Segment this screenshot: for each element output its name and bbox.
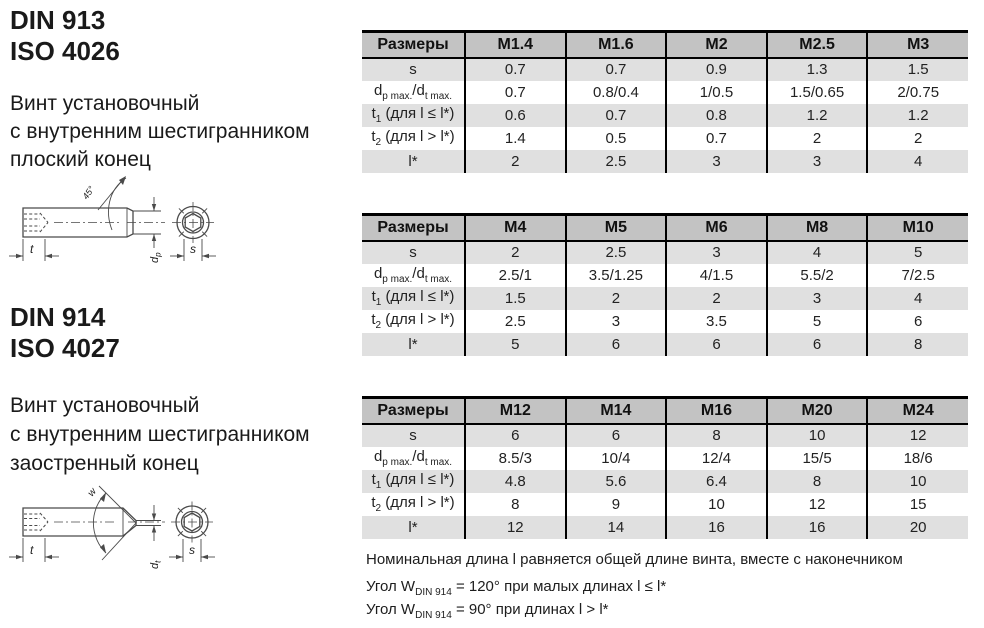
description-line: с внутренним шестигранником [10, 120, 310, 143]
note-angle-120: Угол $W_{DIN 914} = 120^\circ$ при малых длинах l ≤ l* [366, 578, 667, 598]
note-nominal-length: Номинальная длина l равняется общей длине винта, вместе с наконечником [366, 551, 903, 568]
dimension-s-label: s [190, 242, 196, 256]
size-column-header: M6 [666, 215, 767, 241]
value-cell: 12 [767, 493, 868, 516]
row-label: $d_{p max.}/d_{t max.}$ [373, 82, 453, 102]
value-cell: 3 [566, 310, 667, 333]
dimension-dt [136, 505, 163, 569]
value-cell: 6.4 [666, 470, 767, 493]
dimension-dt-label: $d_t$ [149, 560, 163, 569]
value-cell: 16 [767, 516, 868, 539]
value-cell: 2 [666, 287, 767, 310]
value-cell: 3 [767, 150, 868, 173]
dimension-s [170, 239, 216, 261]
value-cell: 20 [867, 516, 968, 539]
value-cell: 5.5/2 [767, 264, 868, 287]
row-label: $t_2$ (для l > l*) [371, 128, 455, 148]
value-cell: 16 [666, 516, 767, 539]
value-cell: 3 [666, 150, 767, 173]
iso-4027-title: ISO 4027 [10, 333, 120, 363]
chamfer-angle-label: 45° [80, 184, 97, 202]
description-line: Винт установочный [10, 92, 200, 115]
value-cell: 7/2.5 [867, 264, 968, 287]
value-cell: 2 [767, 127, 868, 150]
value-cell: 5 [767, 310, 868, 333]
value-cell: 12 [867, 424, 968, 447]
value-cell: 3.5/1.25 [566, 264, 667, 287]
value-cell: 8 [867, 333, 968, 356]
value-cell: 0.7 [465, 58, 566, 81]
value-cell: 2.5/1 [465, 264, 566, 287]
value-cell: 5.6 [566, 470, 667, 493]
value-cell: 6 [566, 333, 667, 356]
table-row [362, 81, 968, 104]
value-cell: 3 [666, 241, 767, 264]
value-cell: 0.5 [566, 127, 667, 150]
table-row [362, 516, 968, 539]
value-cell: 4 [867, 287, 968, 310]
dimension-t-label: t [30, 543, 34, 557]
size-column-header: M16 [666, 398, 767, 424]
value-cell: 3 [767, 287, 868, 310]
hex-socket-hidden-lines [24, 213, 48, 232]
table-row [362, 264, 968, 287]
iso-4026-title: ISO 4026 [10, 36, 120, 66]
value-cell: 8 [465, 493, 566, 516]
din-914-title: DIN 914 [10, 302, 106, 332]
value-cell: 4/1.5 [666, 264, 767, 287]
value-cell: 12 [465, 516, 566, 539]
dimension-t [9, 538, 59, 562]
value-cell: 4 [867, 150, 968, 173]
size-column-header: M12 [465, 398, 566, 424]
value-cell: 8 [666, 424, 767, 447]
size-column-header: M10 [867, 215, 968, 241]
value-cell: 1.5 [867, 58, 968, 81]
hex-socket-hidden-lines [24, 513, 48, 531]
value-cell: 2.5 [465, 310, 566, 333]
table-row [362, 150, 968, 173]
flat-point-description [10, 90, 310, 174]
table-row [362, 447, 968, 470]
row-label: $d_{p max.}/d_{t max.}$ [373, 265, 453, 285]
value-cell: 0.7 [566, 58, 667, 81]
table-row [362, 241, 968, 264]
table-row [362, 424, 968, 447]
din-913-title: DIN 913 [10, 5, 106, 35]
value-cell: 1.5 [465, 287, 566, 310]
value-cell: 0.8/0.4 [566, 81, 667, 104]
size-table-m12-to-m24 [362, 396, 968, 539]
value-cell: 0.7 [566, 104, 667, 127]
row-label: $t_2$ (для l > l*) [371, 494, 455, 514]
description-line: с внутренним шестигранником [10, 423, 310, 446]
table-row [362, 127, 968, 150]
table-header-row [362, 398, 968, 424]
size-column-header: M1.6 [566, 32, 667, 58]
table-row [362, 58, 968, 81]
value-cell: 0.7 [465, 81, 566, 104]
value-cell: 2 [465, 241, 566, 264]
value-cell: 15 [867, 493, 968, 516]
table-row [362, 287, 968, 310]
row-label: l* [408, 335, 418, 353]
value-cell: 8.5/3 [465, 447, 566, 470]
size-column-header: M1.4 [465, 32, 566, 58]
note-angle-90: Угол $W_{DIN 914} = 90^\circ$ при длинах l > l* [366, 601, 609, 621]
row-label: l* [408, 152, 418, 170]
dimension-dp-label: $d_p$ [149, 252, 163, 263]
value-cell: 1.5/0.65 [767, 81, 868, 104]
value-cell: 2 [867, 127, 968, 150]
value-cell: 5 [465, 333, 566, 356]
value-cell: 2.5 [566, 150, 667, 173]
table-header-row [362, 32, 968, 58]
row-label: s [409, 427, 417, 444]
value-cell: 1.2 [767, 104, 868, 127]
row-label: l* [408, 518, 418, 536]
value-cell: 6 [465, 424, 566, 447]
dimension-dp [133, 197, 163, 263]
value-cell: 10 [767, 424, 868, 447]
sizes-corner-header: Размеры [362, 215, 465, 241]
size-column-header: M5 [566, 215, 667, 241]
description-line: плоский конец [10, 148, 151, 171]
value-cell: 1.4 [465, 127, 566, 150]
table-row [362, 333, 968, 356]
value-cell: 6 [666, 333, 767, 356]
size-column-header: M2.5 [767, 32, 868, 58]
chamfer-angle-callout [80, 176, 126, 230]
table-row [362, 104, 968, 127]
value-cell: 15/5 [767, 447, 868, 470]
value-cell: 4.8 [465, 470, 566, 493]
table-header-row [362, 215, 968, 241]
value-cell: 6 [566, 424, 667, 447]
value-cell: 1.3 [767, 58, 868, 81]
size-column-header: M2 [666, 32, 767, 58]
value-cell: 18/6 [867, 447, 968, 470]
value-cell: 6 [867, 310, 968, 333]
table-row [362, 493, 968, 516]
size-table-m4-to-m10 [362, 213, 968, 356]
flat-point-screw-drawing [2, 168, 242, 270]
value-cell: 10 [867, 470, 968, 493]
row-label: $t_1$ (для l ≤ l*) [371, 105, 455, 125]
size-column-header: M8 [767, 215, 868, 241]
row-label: s [409, 244, 417, 261]
value-cell: 2 [566, 287, 667, 310]
table-row [362, 470, 968, 493]
value-cell: 12/4 [666, 447, 767, 470]
size-column-header: M3 [867, 32, 968, 58]
row-label: $t_1$ (для l ≤ l*) [371, 471, 455, 491]
dimension-t-label: t [30, 242, 34, 256]
size-column-header: M4 [465, 215, 566, 241]
value-cell: 0.7 [666, 127, 767, 150]
value-cell: 8 [767, 470, 868, 493]
value-cell: 1.2 [867, 104, 968, 127]
value-cell: 6 [767, 333, 868, 356]
value-cell: 0.9 [666, 58, 767, 81]
sizes-corner-header: Размеры [362, 398, 465, 424]
value-cell: 2 [465, 150, 566, 173]
size-column-header: M20 [767, 398, 868, 424]
row-label: $t_1$ (для l ≤ l*) [371, 288, 455, 308]
cone-point-description [10, 391, 310, 478]
dimension-s [169, 539, 215, 562]
value-cell: 10/4 [566, 447, 667, 470]
cone-point-screw-drawing [2, 472, 242, 580]
value-cell: 10 [666, 493, 767, 516]
size-column-header: M24 [867, 398, 968, 424]
hex-socket-end-view [171, 502, 213, 543]
value-cell: 5 [867, 241, 968, 264]
value-cell: 0.8 [666, 104, 767, 127]
value-cell: 0.6 [465, 104, 566, 127]
hex-socket-end-view [172, 202, 214, 243]
size-column-header: M14 [566, 398, 667, 424]
cone-angle-label: w [85, 486, 99, 499]
value-cell: 3.5 [666, 310, 767, 333]
value-cell: 1/0.5 [666, 81, 767, 104]
row-label: s [409, 61, 417, 78]
row-label: $d_{p max.}/d_{t max.}$ [373, 448, 453, 468]
dimension-s-label: s [189, 543, 195, 557]
value-cell: 9 [566, 493, 667, 516]
row-label: $t_2$ (для l > l*) [371, 311, 455, 331]
size-table-m1-4-to-m3 [362, 30, 968, 173]
cone-angle-callout [86, 486, 136, 560]
value-cell: 14 [566, 516, 667, 539]
dimension-t [9, 239, 59, 261]
sizes-corner-header: Размеры [362, 32, 465, 58]
description-line: Винт установочный [10, 394, 200, 417]
table-row [362, 310, 968, 333]
description-line: заостренный конец [10, 452, 199, 475]
value-cell: 2/0.75 [867, 81, 968, 104]
value-cell: 2.5 [566, 241, 667, 264]
value-cell: 4 [767, 241, 868, 264]
